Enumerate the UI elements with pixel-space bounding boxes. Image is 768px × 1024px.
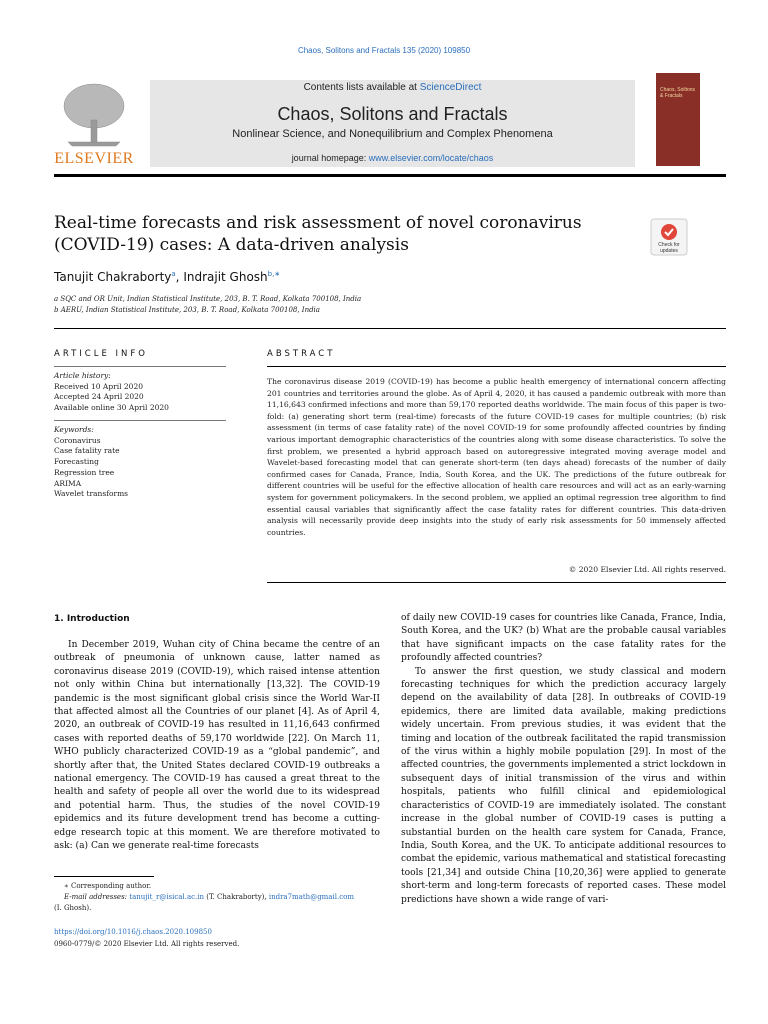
author-list: Tanujit Chakraborty$^a$, Indrajit Ghosh$^{b,∗}$ [54,270,281,284]
abstract-heading: ABSTRACT [267,349,336,359]
author-1-affiliation[interactable]: a [171,270,176,278]
article-history [54,371,226,414]
article-info-heading: ARTICLE INFO [54,349,148,359]
email-addresses [54,892,384,903]
author-2: Indrajit Ghosh [183,270,268,284]
paragraph: of daily new COVID-19 cases for countries like Canada, France, India, South Korea, and the UK? (b) What are the probable causal variables that have significant impacts on the case fatality rates for the profoundly affected countries? [401,613,726,664]
body-column-right [401,612,726,907]
history-received: Received 10 April 2020 [54,381,143,391]
footnotes [54,881,384,914]
doi-block [54,926,239,950]
journal-subtitle: Nonlinear Science, and Nonequilibrium and Complex Phenomena [232,128,553,140]
history-accepted: Accepted 24 April 2020 [54,392,144,402]
affiliation-rule [54,328,726,329]
keywords-label: Keywords: [54,425,94,434]
section-heading-introduction: 1. Introduction [54,614,130,624]
corresponding-author-note: ∗ Corresponding author. [64,882,152,890]
email-owner-2: (I. Ghosh). [54,904,92,912]
email-link-1[interactable]: tanujit_r@isical.ac.in [129,893,205,901]
check-updates-label: Check for updates [658,242,680,254]
elsevier-logo [54,80,134,168]
abstract-bottom-rule [267,582,726,583]
journal-reference[interactable]: Chaos, Solitons and Fractals 135 (2020) 109850 [297,46,471,55]
header-rule [54,174,726,177]
publisher-name: ELSEVIER [54,150,134,167]
history-online: Available online 30 April 2020 [54,403,169,413]
email-label: E-mail addresses: [64,893,130,901]
paragraph: To answer the first question, we study classical and modern forecasting techniques for which the prediction accuracy largely depend on the availability of data [28]. In outbreaks of COVID-19 epidemics, there are limited data available, making predictions widely uncertain. From previous studies, it was evident that the timing and location of the outbreak facilitated the rapid transmission of the virus within a highly mobile population [29]. In most of the affected countries, the governments implemented a strict lockdown in subsequent days of initial transmission of the virus and within hospitals, patients who fulfill clinical and epidemiological characteristics of COVID-19 are immediately isolated. The constant increase in the global number of COVID-19 cases is putting a substantial burden on the health care system for Canada, France, India, South Korea, and the UK. To anticipate additional resources to combat the epidemic, various mathematical and statistical forecasting tools [21,34] and outside China [10,20,36] were applied to generate short-term and long-term forecasts of reported cases. These model predictions have shown a wide range of vari- [401,666,726,905]
sciencedirect-link[interactable]: ScienceDirect [419,82,482,93]
article-info-rule [54,366,226,367]
journal-title: Chaos, Solitons and Fractals [277,104,508,124]
keyword: Case fatality rate [54,446,120,456]
homepage-link[interactable]: www.elsevier.com/locate/chaos [368,153,494,163]
keyword: Regression tree [54,467,115,477]
abstract-copyright: © 2020 Elsevier Ltd. All rights reserved. [568,565,726,574]
title-line-2: (COVID-19) cases: A data-driven analysis [54,235,409,255]
abstract-top-rule [267,366,726,367]
check-for-updates-badge[interactable] [650,218,688,256]
body-column-left [54,639,380,854]
keyword: Wavelet transforms [54,489,129,499]
contents-label: Contents lists available at [303,82,420,93]
affiliation-b: b AERU, Indian Statistical Institute, 203, B. T. Road, Kolkata 700108, India [54,306,320,314]
email-link-2[interactable]: indra7math@gmail.com [268,893,354,901]
footnote-rule [54,876,154,877]
doi-link[interactable]: https://doi.org/10.1016/j.chaos.2020.109850 [54,928,212,936]
history-label: Article history: [54,371,111,380]
title-line-1: Real-time forecasts and risk assessment of novel coronavirus [54,213,582,233]
keywords-rule [54,420,226,421]
affiliation-a: a SQC and OR Unit, Indian Statistical Institute, 203, B. T. Road, Kolkata 700108, India [54,295,362,303]
contents-line [150,82,635,93]
paragraph: In December 2019, Wuhan city of China became the centre of an outbreak of pneumonia of unknown cause, latter named as coronavirus disease 2019 (COVID-19), which raised intense attention not only within China but internationally [13,32]. The COVID-19 pandemic is the most significant global crisis since the World War-II that affected almost all the Countries of our planet [4]. As of April 4, 2020, an outbreak of COVID-19 has resulted in 11,16,643 confirmed cases with reported deaths of 59,170 worldwide [22]. On March 11, WHO publicly characterized COVID-19 as a “global pandemic”, and shortly after that, the United States declared COVID-19 outbreaks a national emergency. The COVID-19 has caused a great threat to the health and safety of people all over the world due to its widespread and potential harm. Thus, the studies of the novel COVID-19 epidemics and its future development trend has become a cutting-edge research topic at this moment. We are therefore motivated to ask: (a) Can we generate real-time forecasts [54,640,380,852]
abstract-text: The coronavirus disease 2019 (COVID-19) has become a public health emergency of international concern affecting 201 countries and territories around the globe. As of April 4, 2020, it has caused a pandemic outbreak with more than 11,16,643 confirmed infections and more than 59,170 reported deaths worldwide. The main focus of this paper is two-fold: (a) generating short term (real-time) forecasts of the future COVID-19 cases for multiple countries; (b) risk assessment (in terms of case fatality rate) of the novel COVID-19 for some profoundly affected countries by finding various important demographic characteristics of the countries along with some disease characteristics. To solve the first problem, we presented a hybrid approach based on autoregressive integrated moving average model and Wavelet-based forecasting model that can generate short-term (ten days ahead) forecasts of the number of daily confirmed cases for Canada, France, India, South Korea, and the UK. The predictions of the future outbreak for different countries will be useful for the effective allocation of health care resources and will act as an early-warning system for government policymakers. In the second problem, we applied an optimal regression tree algorithm to find essential causal variables that significantly affect the case fatality rates for different countries. This data-driven analysis will necessarily provide deep insights into the study of early risk assessments for 50 immensely affected countries. [267,377,726,537]
journal-cover[interactable] [656,73,700,166]
email-owner-1: (T. Chakraborty), [204,893,269,901]
keyword: Forecasting [54,457,99,467]
issn-line: 0960-0779/© 2020 Elsevier Ltd. All rights reserved. [54,940,240,948]
cover-title: Chaos, Solitons & Fractals [660,87,696,99]
paper-title [54,212,614,256]
keyword: ARIMA [54,478,82,488]
author-2-affiliation[interactable]: b,∗ [267,270,281,278]
keywords [54,425,226,500]
homepage-label: journal homepage: [291,153,369,163]
author-1: Tanujit Chakraborty [54,270,172,284]
journal-homepage [150,153,635,163]
keyword: Coronavirus [54,435,101,445]
